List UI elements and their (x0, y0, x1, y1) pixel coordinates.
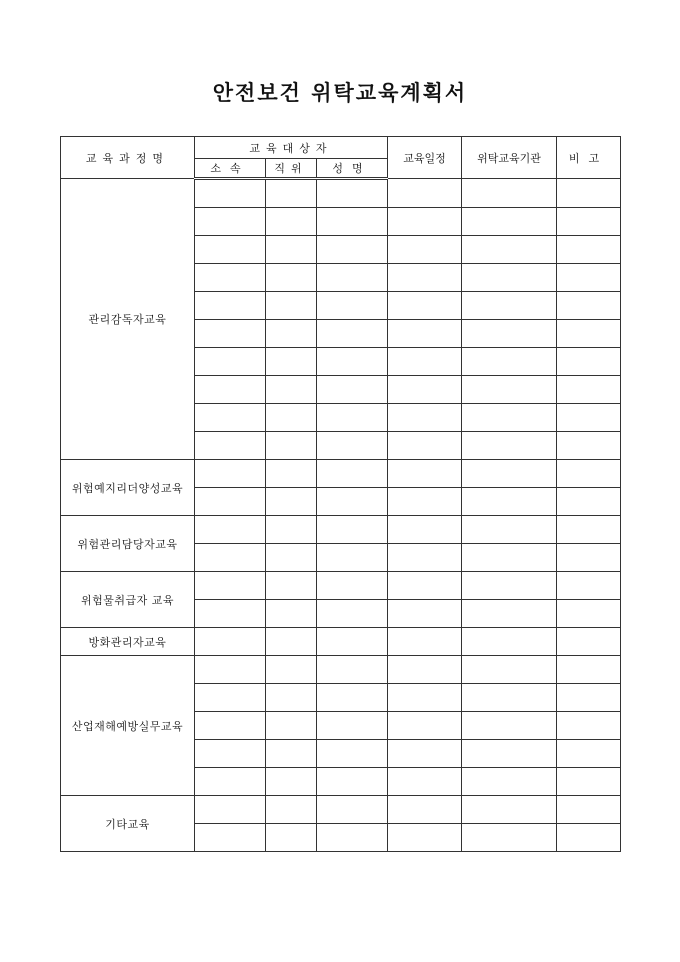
position-cell[interactable] (266, 488, 317, 516)
schedule-cell[interactable] (388, 236, 462, 264)
category-label: 기타교육 (61, 796, 195, 852)
position-cell[interactable] (266, 796, 317, 824)
category-label: 산업재해예방실무교육 (61, 656, 195, 796)
affiliation-cell[interactable] (195, 544, 266, 572)
position-cell[interactable] (266, 264, 317, 292)
position-cell[interactable] (266, 740, 317, 768)
name-cell[interactable] (317, 796, 388, 824)
table-row (61, 656, 621, 684)
remarks-cell[interactable] (557, 460, 621, 488)
header-affiliation: 소속 (195, 159, 266, 179)
page-title: 안전보건 위탁교육계획서 (212, 80, 468, 105)
remarks-cell[interactable] (557, 236, 621, 264)
remarks-cell[interactable] (557, 600, 621, 628)
remarks-cell[interactable] (557, 488, 621, 516)
schedule-cell[interactable] (388, 572, 462, 600)
name-cell[interactable] (317, 292, 388, 320)
remarks-cell[interactable] (557, 768, 621, 796)
name-cell[interactable] (317, 348, 388, 376)
schedule-cell[interactable] (388, 208, 462, 236)
table-row (61, 572, 621, 600)
agency-cell[interactable] (462, 208, 557, 236)
agency-cell[interactable] (462, 740, 557, 768)
agency-cell[interactable] (462, 712, 557, 740)
remarks-cell[interactable] (557, 404, 621, 432)
agency-cell[interactable] (462, 432, 557, 460)
position-cell[interactable] (266, 376, 317, 404)
table-row (61, 796, 621, 824)
remarks-cell[interactable] (557, 656, 621, 684)
name-cell[interactable] (317, 600, 388, 628)
affiliation-cell[interactable] (195, 376, 266, 404)
table-row (61, 179, 621, 208)
affiliation-cell[interactable] (195, 236, 266, 264)
category-label: 위험물취급자 교육 (61, 572, 195, 628)
affiliation-cell[interactable] (195, 264, 266, 292)
affiliation-cell[interactable] (195, 404, 266, 432)
name-cell[interactable] (317, 376, 388, 404)
name-cell[interactable] (317, 264, 388, 292)
schedule-cell[interactable] (388, 600, 462, 628)
schedule-cell[interactable] (388, 740, 462, 768)
affiliation-cell[interactable] (195, 740, 266, 768)
name-cell[interactable] (317, 404, 388, 432)
agency-cell[interactable] (462, 768, 557, 796)
agency-cell[interactable] (462, 376, 557, 404)
position-cell[interactable] (266, 348, 317, 376)
position-cell[interactable] (266, 179, 317, 208)
schedule-cell[interactable] (388, 460, 462, 488)
header-name: 성명 (317, 159, 388, 179)
agency-cell[interactable] (462, 488, 557, 516)
affiliation-cell[interactable] (195, 516, 266, 544)
affiliation-cell[interactable] (195, 656, 266, 684)
remarks-cell[interactable] (557, 208, 621, 236)
affiliation-cell[interactable] (195, 796, 266, 824)
position-cell[interactable] (266, 600, 317, 628)
category-label: 위험예지리더양성교육 (61, 460, 195, 516)
affiliation-cell[interactable] (195, 768, 266, 796)
header-target: 교육대상자 (195, 137, 388, 159)
schedule-cell[interactable] (388, 516, 462, 544)
position-cell[interactable] (266, 460, 317, 488)
name-cell[interactable] (317, 544, 388, 572)
category-label: 방화관리자교육 (61, 628, 195, 656)
remarks-cell[interactable] (557, 179, 621, 208)
affiliation-cell[interactable] (195, 824, 266, 852)
position-cell[interactable] (266, 236, 317, 264)
agency-cell[interactable] (462, 684, 557, 712)
name-cell[interactable] (317, 740, 388, 768)
position-cell[interactable] (266, 628, 317, 656)
affiliation-cell[interactable] (195, 348, 266, 376)
schedule-cell[interactable] (388, 179, 462, 208)
schedule-cell[interactable] (388, 712, 462, 740)
name-cell[interactable] (317, 712, 388, 740)
remarks-cell[interactable] (557, 712, 621, 740)
agency-cell[interactable] (462, 179, 557, 208)
agency-cell[interactable] (462, 824, 557, 852)
agency-cell[interactable] (462, 264, 557, 292)
remarks-cell[interactable] (557, 432, 621, 460)
schedule-cell[interactable] (388, 544, 462, 572)
position-cell[interactable] (266, 712, 317, 740)
remarks-cell[interactable] (557, 292, 621, 320)
position-cell[interactable] (266, 320, 317, 348)
table-row (61, 516, 621, 544)
name-cell[interactable] (317, 488, 388, 516)
schedule-cell[interactable] (388, 656, 462, 684)
schedule-cell[interactable] (388, 768, 462, 796)
agency-cell[interactable] (462, 236, 557, 264)
name-cell[interactable] (317, 824, 388, 852)
agency-cell[interactable] (462, 320, 557, 348)
header-remarks: 비고 (557, 137, 621, 179)
agency-cell[interactable] (462, 348, 557, 376)
header-agency: 위탁교육기관 (462, 137, 557, 179)
remarks-cell[interactable] (557, 320, 621, 348)
remarks-cell[interactable] (557, 572, 621, 600)
position-cell[interactable] (266, 516, 317, 544)
name-cell[interactable] (317, 516, 388, 544)
affiliation-cell[interactable] (195, 572, 266, 600)
table-body (61, 179, 621, 852)
agency-cell[interactable] (462, 292, 557, 320)
schedule-cell[interactable] (388, 488, 462, 516)
agency-cell[interactable] (462, 572, 557, 600)
agency-cell[interactable] (462, 460, 557, 488)
affiliation-cell[interactable] (195, 712, 266, 740)
agency-cell[interactable] (462, 516, 557, 544)
header-course-name: 교육과정명 (61, 137, 195, 179)
name-cell[interactable] (317, 656, 388, 684)
schedule-cell[interactable] (388, 824, 462, 852)
schedule-cell[interactable] (388, 292, 462, 320)
agency-cell[interactable] (462, 656, 557, 684)
position-cell[interactable] (266, 432, 317, 460)
affiliation-cell[interactable] (195, 320, 266, 348)
affiliation-cell[interactable] (195, 292, 266, 320)
remarks-cell[interactable] (557, 684, 621, 712)
position-cell[interactable] (266, 544, 317, 572)
name-cell[interactable] (317, 208, 388, 236)
header-position: 직위 (266, 159, 317, 179)
agency-cell[interactable] (462, 628, 557, 656)
position-cell[interactable] (266, 572, 317, 600)
position-cell[interactable] (266, 824, 317, 852)
remarks-cell[interactable] (557, 348, 621, 376)
affiliation-cell[interactable] (195, 179, 266, 208)
name-cell[interactable] (317, 684, 388, 712)
schedule-cell[interactable] (388, 348, 462, 376)
agency-cell[interactable] (462, 544, 557, 572)
remarks-cell[interactable] (557, 628, 621, 656)
table-row (61, 628, 621, 656)
schedule-cell[interactable] (388, 404, 462, 432)
category-label: 위험관리담당자교육 (61, 516, 195, 572)
name-cell[interactable] (317, 460, 388, 488)
remarks-cell[interactable] (557, 264, 621, 292)
schedule-cell[interactable] (388, 376, 462, 404)
name-cell[interactable] (317, 768, 388, 796)
remarks-cell[interactable] (557, 516, 621, 544)
agency-cell[interactable] (462, 404, 557, 432)
category-label: 관리감독자교육 (61, 179, 195, 460)
position-cell[interactable] (266, 404, 317, 432)
education-plan-table (60, 136, 621, 852)
agency-cell[interactable] (462, 796, 557, 824)
agency-cell[interactable] (462, 600, 557, 628)
affiliation-cell[interactable] (195, 460, 266, 488)
position-cell[interactable] (266, 656, 317, 684)
schedule-cell[interactable] (388, 432, 462, 460)
affiliation-cell[interactable] (195, 628, 266, 656)
table-row (61, 460, 621, 488)
affiliation-cell[interactable] (195, 432, 266, 460)
name-cell[interactable] (317, 236, 388, 264)
affiliation-cell[interactable] (195, 488, 266, 516)
schedule-cell[interactable] (388, 264, 462, 292)
position-cell[interactable] (266, 768, 317, 796)
name-cell[interactable] (317, 628, 388, 656)
schedule-cell[interactable] (388, 684, 462, 712)
name-cell[interactable] (317, 320, 388, 348)
remarks-cell[interactable] (557, 740, 621, 768)
affiliation-cell[interactable] (195, 208, 266, 236)
position-cell[interactable] (266, 292, 317, 320)
name-cell[interactable] (317, 179, 388, 208)
position-cell[interactable] (266, 684, 317, 712)
remarks-cell[interactable] (557, 796, 621, 824)
affiliation-cell[interactable] (195, 684, 266, 712)
affiliation-cell[interactable] (195, 600, 266, 628)
schedule-cell[interactable] (388, 320, 462, 348)
name-cell[interactable] (317, 432, 388, 460)
header-schedule: 교육일정 (388, 137, 462, 179)
name-cell[interactable] (317, 572, 388, 600)
schedule-cell[interactable] (388, 628, 462, 656)
remarks-cell[interactable] (557, 544, 621, 572)
position-cell[interactable] (266, 208, 317, 236)
remarks-cell[interactable] (557, 376, 621, 404)
remarks-cell[interactable] (557, 824, 621, 852)
schedule-cell[interactable] (388, 796, 462, 824)
